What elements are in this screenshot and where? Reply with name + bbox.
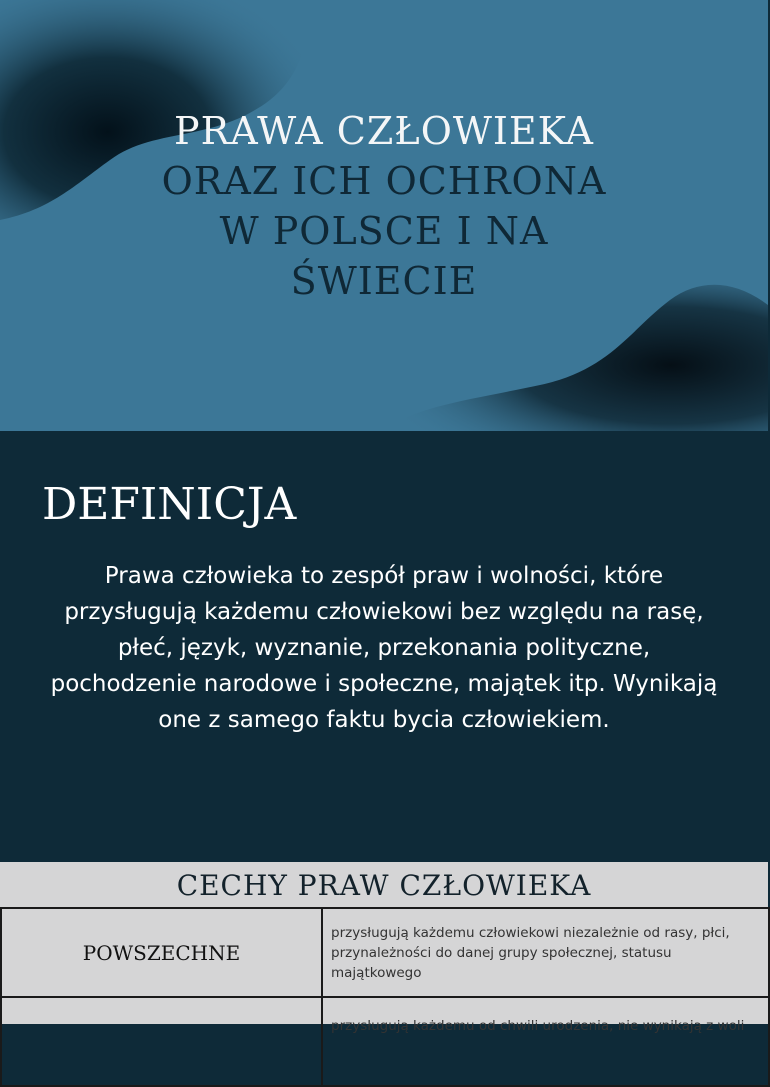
- feature-name: [1, 997, 322, 1086]
- feature-description-line: majątkowego: [331, 964, 422, 981]
- feature-name: POWSZECHNE: [1, 908, 322, 997]
- table-row: [1, 997, 769, 1086]
- title-line-3: W POLSCE I NA: [219, 209, 549, 253]
- title-line-4: ŚWIECIE: [290, 259, 478, 303]
- features-table: [0, 907, 770, 1087]
- feature-description: [322, 997, 769, 1086]
- feature-description-line: przysługują każdemu człowiekowi niezależnie od rasy, płci,: [331, 924, 730, 941]
- definition-slide: [0, 431, 768, 862]
- feature-description-line: przynależności do danej grupy społecznej, statusu: [331, 944, 672, 961]
- feature-description: [322, 908, 769, 997]
- definition-text: Prawa człowieka to zespół praw i wolności, które przysługują każdemu człowiekowi bez względu na rasę, płeć, język, wyznanie, przekonania polityczne, pochodzenie narodowe i społeczne, majątek itp. Wynikają one z samego faktu bycia człowiekiem.: [50, 563, 718, 733]
- table-row: [1, 908, 769, 997]
- title-line-2: ORAZ ICH OCHRONA: [161, 159, 607, 203]
- features-heading: CECHY PRAW CZŁOWIEKA: [176, 869, 592, 902]
- features-slide: [0, 862, 768, 1034]
- title: [0, 109, 768, 312]
- definition-heading: DEFINICJA: [42, 479, 297, 530]
- title-line-1: PRAWA CZŁOWIEKA: [174, 109, 594, 153]
- feature-description-line: przysługują każdemu od chwili urodzenia, nie wynikają z woli: [331, 1018, 745, 1034]
- title-slide: [0, 0, 768, 431]
